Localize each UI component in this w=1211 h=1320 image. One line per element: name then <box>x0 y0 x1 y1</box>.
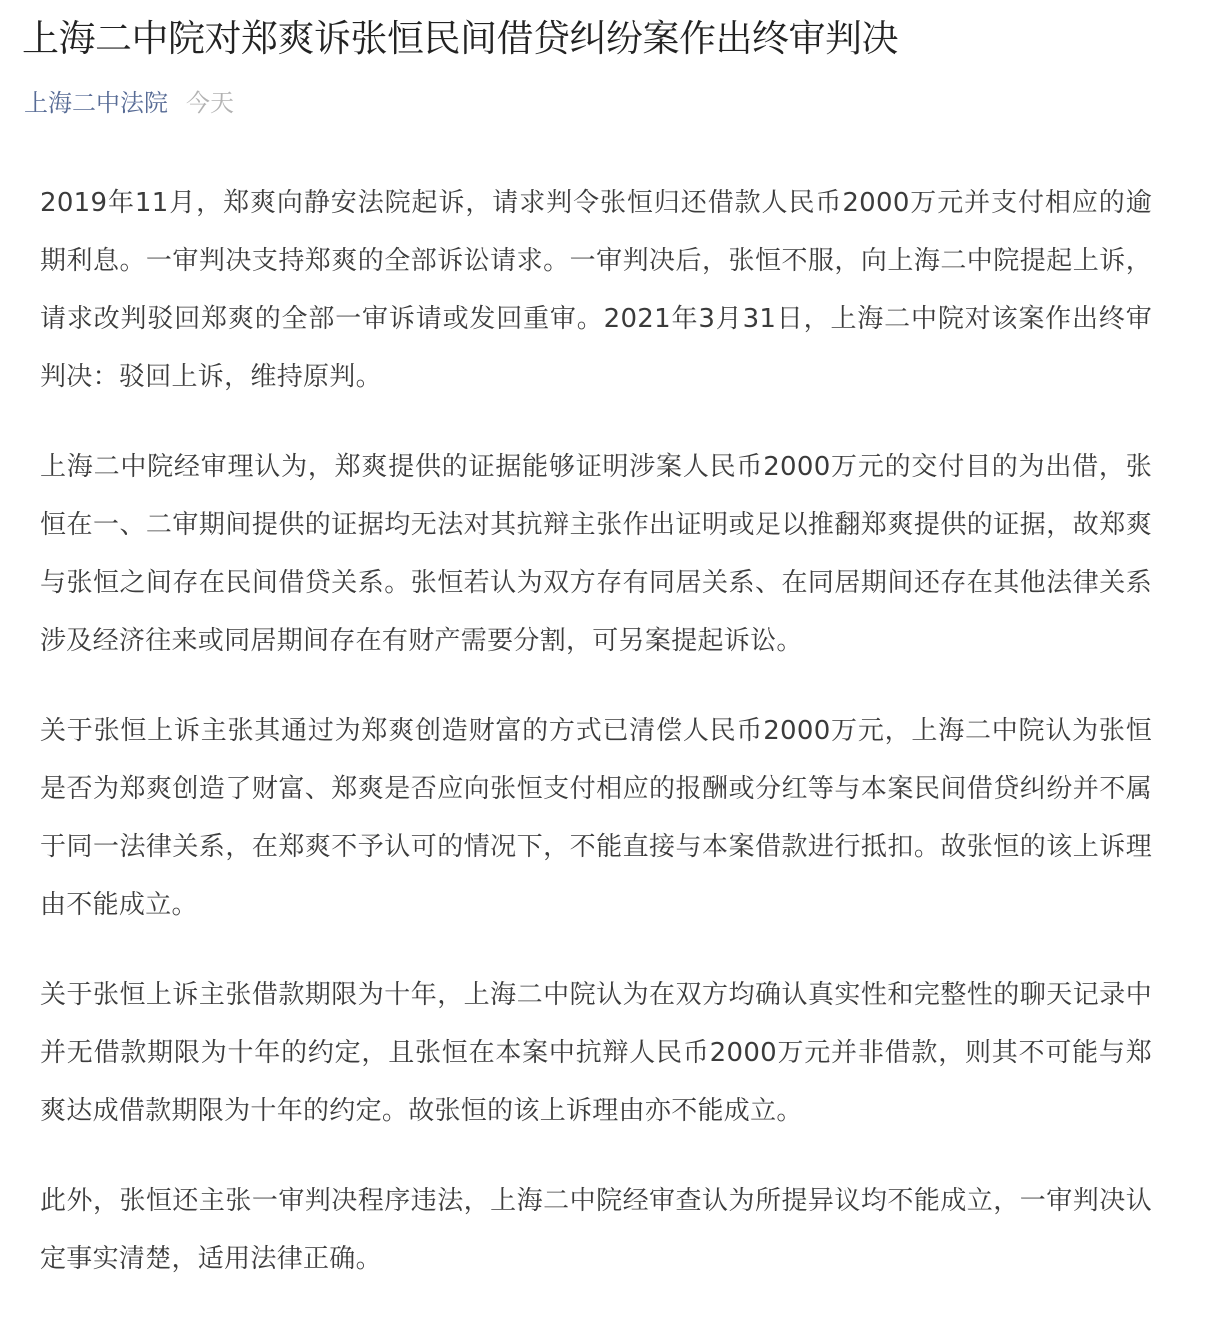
article-body <box>40 174 1152 1320</box>
paragraph-5: 此外，张恒还主张一审判决程序违法，上海二中院经审查认为所提异议均不能成立，一审判决认定事实清楚，适用法律正确。 <box>40 1186 1152 1274</box>
paragraph-4: 关于张恒上诉主张借款期限为十年，上海二中院认为在双方均确认真实性和完整性的聊天记录中并无借款期限为十年的约定，且张恒在本案中抗辩人民币2000万元并非借款，则其不可能与郑爽达成借款期限为十年的约定。故张恒的该上诉理由亦不能成立。 <box>40 980 1152 1126</box>
paragraph-1: 2019年11月，郑爽向静安法院起诉，请求判令张恒归还借款人民币2000万元并支付相应的逾期利息。一审判决支持郑爽的全部诉讼请求。一审判决后，张恒不服，向上海二中院提起上诉，请求改判驳回郑爽的全部一审诉请或发回重审。2021年3月31日，上海二中院对该案作出终审判决：驳回上诉，维持原判。 <box>40 188 1152 392</box>
paragraph-3: 关于张恒上诉主张其通过为郑爽创造财富的方式已清偿人民币2000万元，上海二中院认为张恒是否为郑爽创造了财富、郑爽是否应向张恒支付相应的报酬或分红等与本案民间借贷纠纷并不属于同一法律关系，在郑爽不予认可的情况下，不能直接与本案借款进行抵扣。故张恒的该上诉理由不能成立。 <box>40 716 1152 920</box>
article-title: 上海二中院对郑爽诉张恒民间借贷纠纷案作出终审判决 <box>22 17 898 60</box>
source-account-link[interactable]: 上海二中法院 <box>24 89 168 117</box>
publish-date: 今天 <box>186 89 234 117</box>
article-meta <box>24 86 234 120</box>
paragraph-2: 上海二中院经审理认为，郑爽提供的证据能够证明涉案人民币2000万元的交付目的为出借，张恒在一、二审期间提供的证据均无法对其抗辩主张作出证明或足以推翻郑爽提供的证据，故郑爽与张恒之间存在民间借贷关系。张恒若认为双方存有同居关系、在同居期间还存在其他法律关系涉及经济往来或同居期间存在有财产需要分割，可另案提起诉讼。 <box>40 452 1152 656</box>
